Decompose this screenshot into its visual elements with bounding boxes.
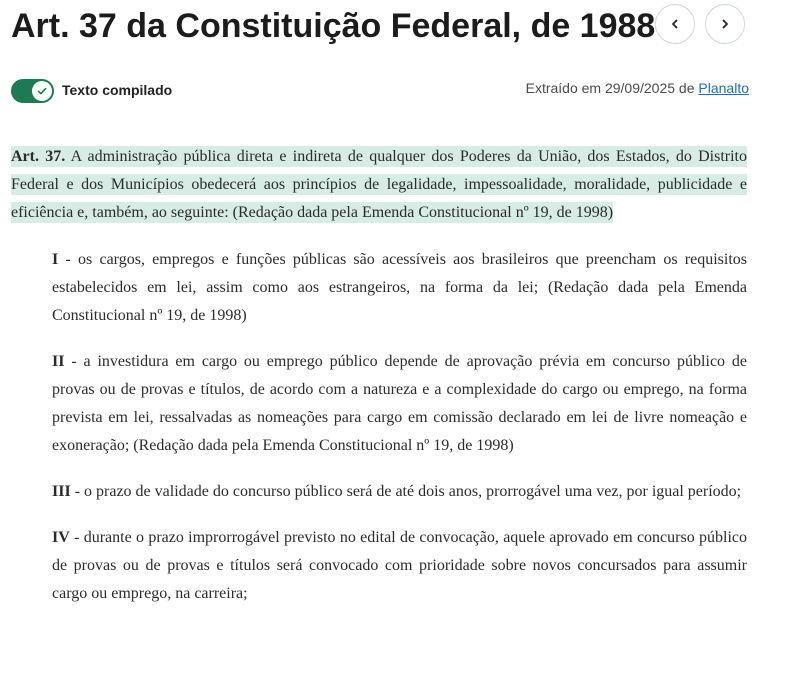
header — [11, 2, 791, 52]
inciso-label: I — [52, 251, 59, 268]
inciso-text: - o prazo de validade do concurso público será de até dois anos, prorrogável uma vez, por igual período; — [74, 483, 742, 500]
previous-article-button[interactable] — [655, 4, 695, 44]
inciso-iv — [11, 524, 747, 608]
highlighted-caput — [11, 146, 747, 223]
inciso-i — [11, 246, 747, 330]
page-title: Art. 37 da Constituição Federal, de 1988 — [11, 7, 656, 45]
chevron-right-icon — [719, 18, 731, 30]
article-text: A administração pública direta e indireta de qualquer dos Poderes da União, dos Estados, do Distrito Federal e dos Municípios obedecerá aos princípios de legalidade, impessoalidade, moralidade, publicidade e eficiência e, também, ao seguinte: (Redação dada pela Emenda Constitucional nº 19, de 1998) — [11, 148, 748, 221]
toggle-knob — [32, 81, 52, 101]
law-text — [11, 143, 747, 608]
inciso-ii — [11, 348, 747, 460]
source-prefix: Extraído em 29/09/2025 de — [525, 80, 695, 96]
inciso-iii — [11, 478, 747, 506]
article-label: Art. 37. — [11, 148, 66, 165]
inciso-label: IV — [52, 529, 70, 546]
inciso-label: III — [52, 483, 71, 500]
planalto-link[interactable]: Planalto — [698, 80, 749, 96]
inciso-text: - os cargos, empregos e funções públicas são acessíveis aos brasileiros que preencham os requisitos estabelecidos em lei, assim como aos estrangeiros, na forma da lei; (Redação dada pela Emenda Constitucional nº 19, de 1998) — [52, 251, 748, 324]
check-icon — [36, 85, 48, 97]
toolbar — [11, 77, 749, 105]
source-info — [526, 80, 749, 96]
chevron-left-icon — [669, 18, 681, 30]
next-article-button[interactable] — [705, 4, 745, 44]
article-caput — [11, 143, 747, 227]
inciso-label: II — [52, 353, 65, 370]
toggle-label: Texto compilado — [62, 82, 173, 98]
inciso-text: - durante o prazo improrrogável previsto no edital de convocação, aquele aprovado em concurso público de provas ou de provas e títulos será convocado com prioridade sobre novos concursados para assumir cargo ou emprego, na carreira; — [52, 529, 747, 602]
inciso-text: - a investidura em cargo ou emprego público depende de aprovação prévia em concurso público de provas ou de provas e títulos, de acordo com a natureza e a complexidade do cargo ou emprego, na forma prevista em lei, ressalvadas as nomeações para cargo em comissão declarado em lei de livre nomeação e exoneração; (Redação dada pela Emenda Constitucional nº 19, de 1998) — [52, 353, 747, 454]
texto-compilado-toggle[interactable] — [11, 79, 54, 103]
